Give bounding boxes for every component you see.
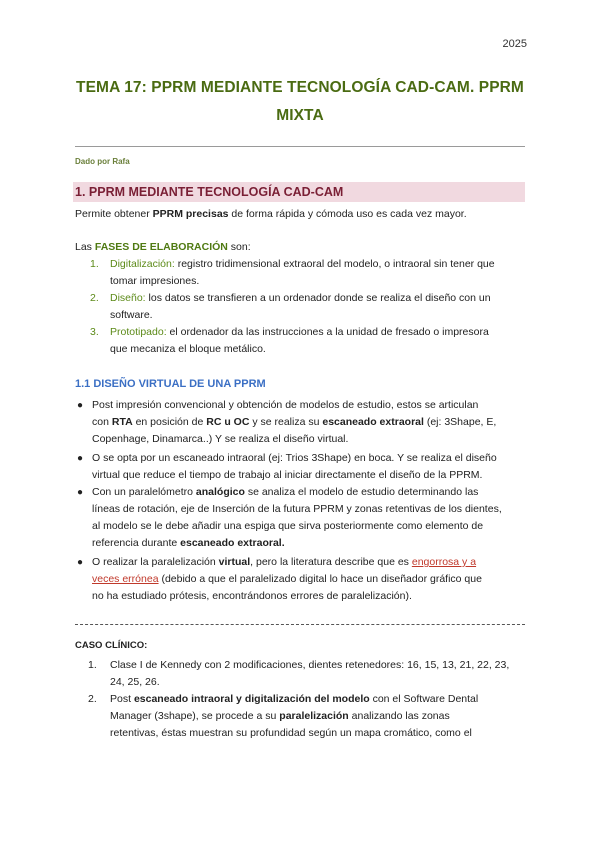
bullet-item: O realizar la paralelización virtual, pero la literatura describe que es engorrosa y a veces errónea (debido a que el paralelizado digital lo hace un diseñador gráfico que no ha estudiado prótesis, encontrándonos errores de paralelización). — [92, 556, 482, 602]
title-line-2: MIXTA — [276, 107, 324, 124]
page-year: 2025 — [502, 38, 527, 50]
title-divider — [75, 146, 525, 147]
case-number: 1. — [88, 659, 97, 671]
bullet-item: Post impresión convencional y obtención de modelos de estudio, estos se articulan con RTA en posición de RC u OC y se realiza su escaneado extraoral (ej: 3Shape, E, Copenhage, Dinamarca..) Y se realiza el diseño virtual. — [92, 399, 497, 445]
phase-number: 3. — [90, 326, 99, 338]
phase-item: Prototipado: el ordenador da las instrucciones a la unidad de fresado o impresora que mecaniza el bloque metálico. — [110, 326, 489, 355]
author-credit: Dado por Rafa — [75, 157, 130, 166]
bullet-dot: ● — [77, 487, 84, 498]
phase-item: Digitalización: registro tridimensional extraoral del modelo, o intraoral sin tener que tomar impresiones. — [110, 258, 495, 287]
phase-item: Diseño: los datos se transfieren a un ordenador donde se realiza el diseño con un software. — [110, 292, 491, 321]
case-item: Post escaneado intraoral y digitalización del modelo con el Software Dental Manager (3shape), se procede a su paralelización analizando las zonas retentivas, éstas muestran su profundidad según un mapa cromático, como el — [110, 693, 479, 739]
bullet-dot: ● — [77, 453, 84, 464]
subsection-heading: 1.1 DISEÑO VIRTUAL DE UNA PPRM — [75, 378, 266, 390]
phases-intro: Las FASES DE ELABORACIÓN son: — [75, 241, 251, 253]
title-line-1: TEMA 17: PPRM MEDIANTE TECNOLOGÍA CAD-CAM. PPRM — [76, 79, 524, 96]
case-number: 2. — [88, 693, 97, 705]
bullet-item: O se opta por un escaneado intraoral (ej: Trios 3Shape) en boca. Y se realiza el diseño virtual que reduce el tiempo de trabajo al iniciar directamente el diseño de la PPRM. — [92, 452, 497, 481]
phase-number: 1. — [90, 258, 99, 270]
bullet-dot: ● — [77, 400, 84, 411]
case-item: Clase I de Kennedy con 2 modificaciones, dientes retenedores: 16, 15, 13, 21, 22, 23, 24, 25, 26. — [110, 659, 510, 688]
bullet-item: Con un paralelómetro analógico se analiza el modelo de estudio determinando las líneas de rotación, eje de Inserción de la futura PPRM y zonas retentivas de los dientes, al modelo se le debe añadir una espiga que sirva posteriormente como elemento de referencia durante escaneado extraoral. — [92, 486, 502, 549]
intro-paragraph: Permite obtener PPRM precisas de forma rápida y cómoda uso es cada vez mayor. — [75, 208, 467, 220]
section-heading-1: 1. PPRM MEDIANTE TECNOLOGÍA CAD-CAM — [73, 182, 525, 202]
case-heading: CASO CLÍNICO: — [75, 640, 148, 651]
bullet-dot: ● — [77, 557, 84, 568]
document-title — [60, 74, 540, 130]
dashed-divider — [75, 624, 525, 625]
phase-number: 2. — [90, 292, 99, 304]
